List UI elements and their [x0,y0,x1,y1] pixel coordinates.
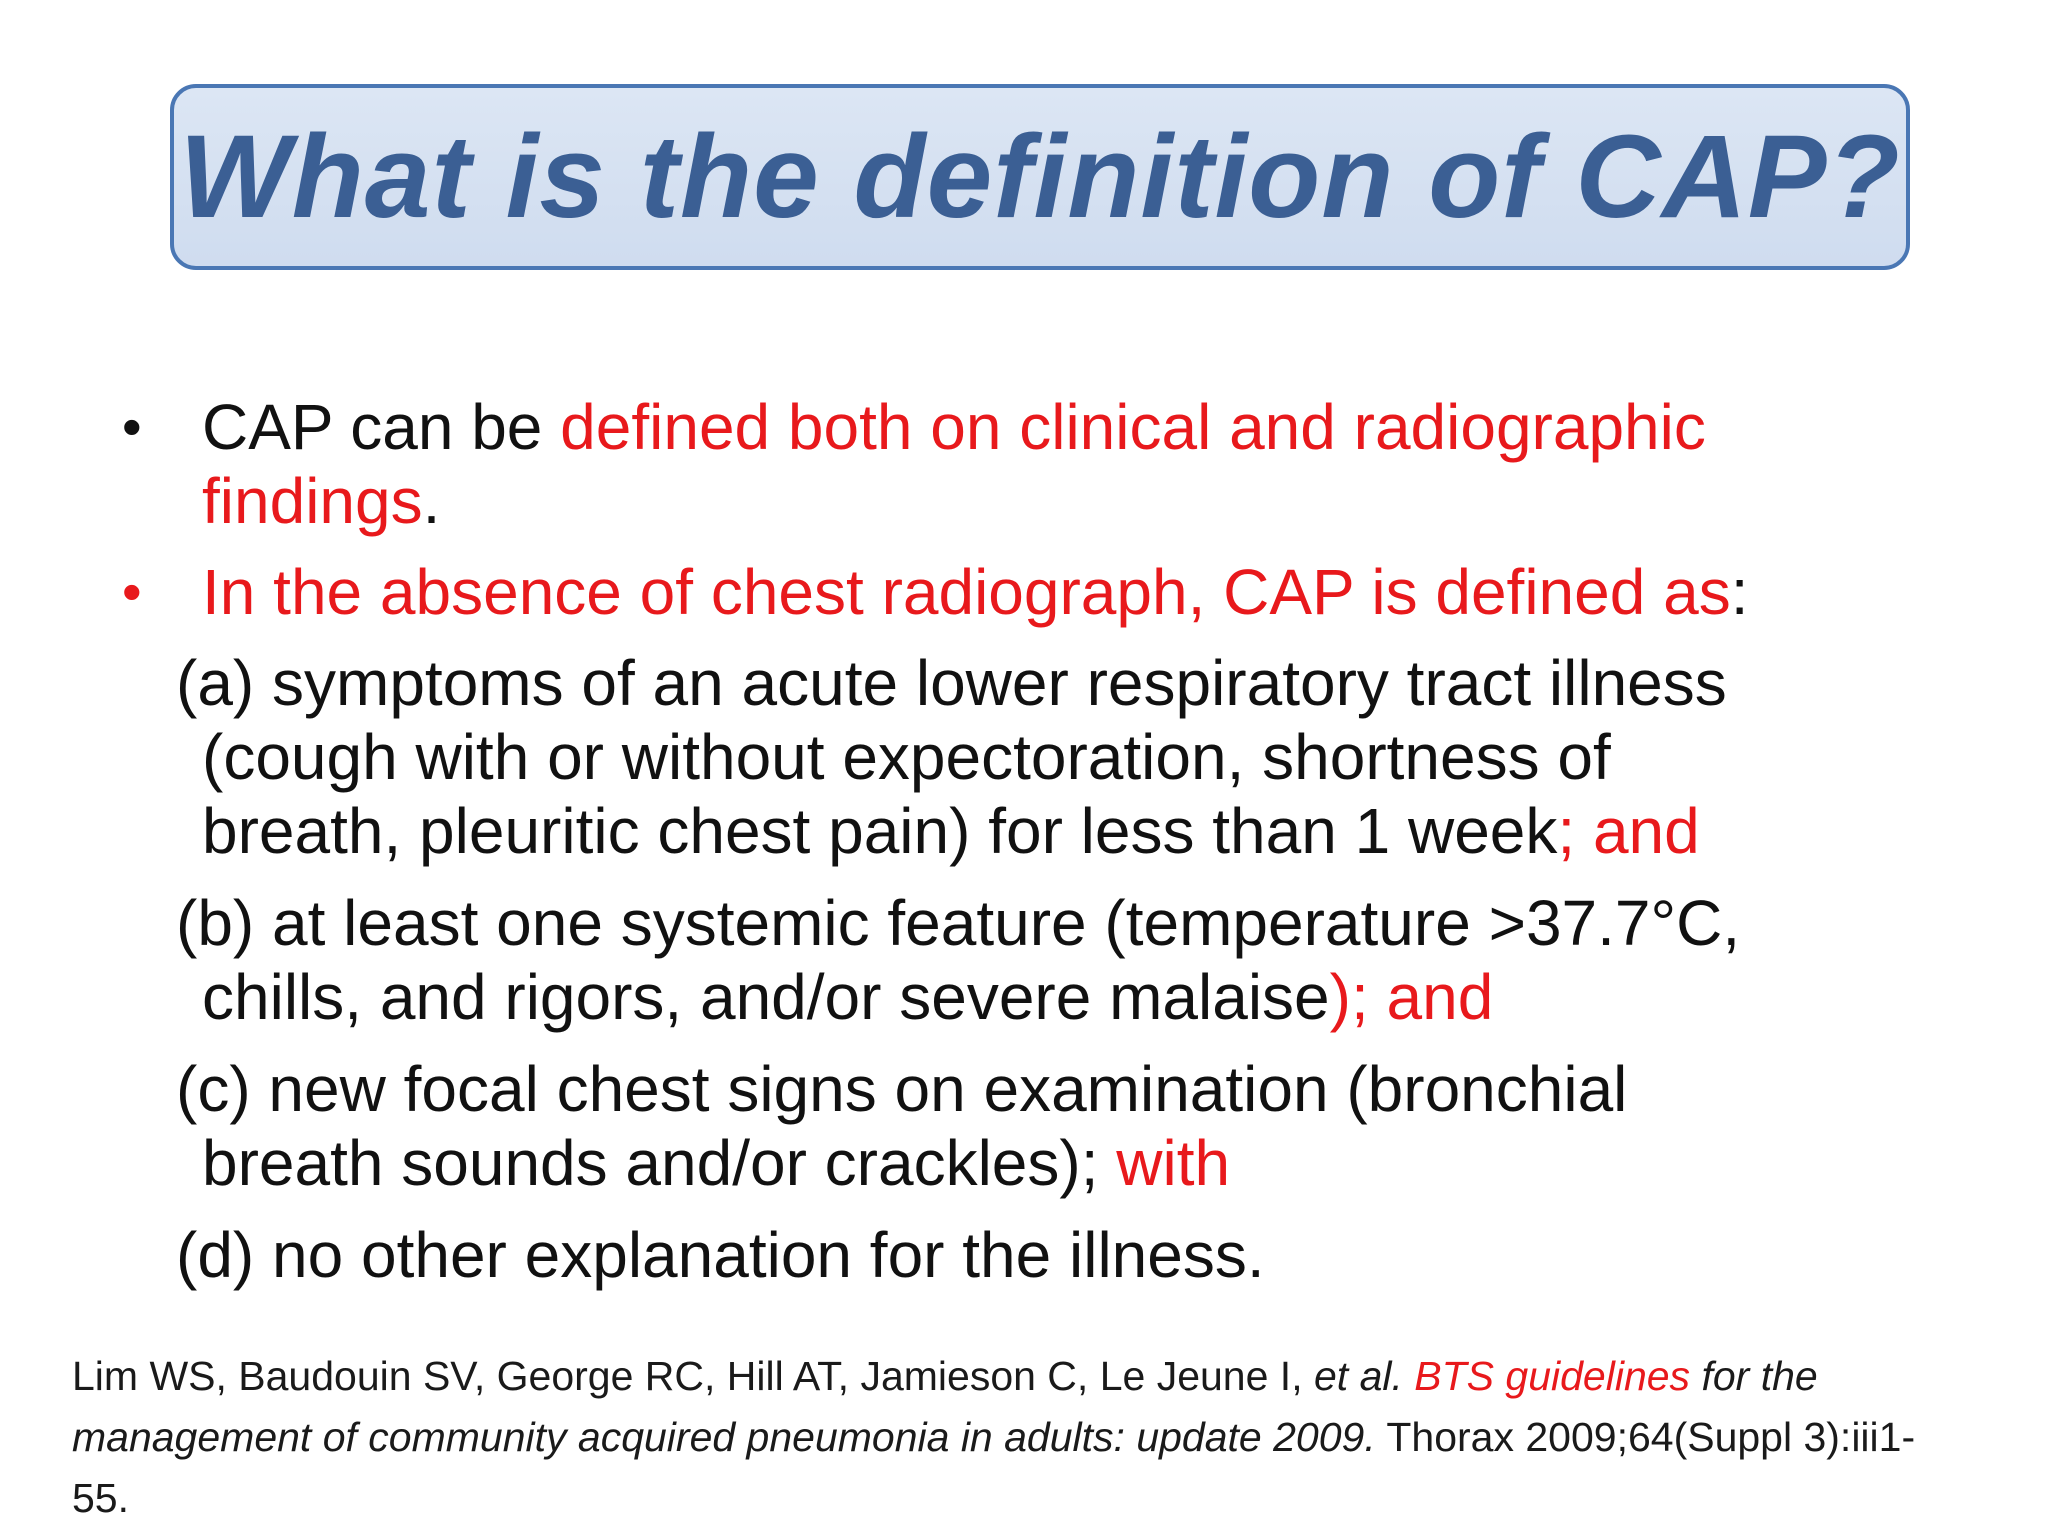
bullet-1-line-2-black: . [422,465,441,537]
bullet-1-line-2 [202,464,440,538]
bullet-2-line-1 [202,555,1748,629]
slide-title: What is the definition of CAP? [179,111,1901,243]
item-c-line-2-black: breath sounds and/or crackles); [202,1127,1117,1199]
item-a-line-1: (a) symptoms of an acute lower respiratory tract illness [176,647,1727,719]
reference-journal: Thorax 2009;64(Suppl 3):iii1-55. [72,1414,1916,1521]
reference [72,1346,1972,1529]
reference-space [1403,1353,1414,1399]
item-b-line-2-red: ); and [1329,961,1494,1033]
bullet-1-text-black: CAP can be [202,391,561,463]
bullet-1-line-1 [202,390,1706,464]
item-a-line-3 [202,794,1700,868]
item-c-line-1: (c) new focal chest signs on examination (bronchial [176,1053,1628,1125]
item-b-line-2-black: chills, and rigors, and/or severe malaise [202,961,1330,1033]
item-a-line-2: (cough with or without expectoration, shortness of [202,721,1611,793]
item-b-line-1: (b) at least one systemic feature (temperature >37.7°C, [176,887,1741,959]
reference-authors: Lim WS, Baudouin SV, George RC, Hill AT, Jamieson C, Le Jeune I, [72,1353,1314,1399]
bullet-1-line-2-red: findings [202,465,423,537]
bullet-icon: • [122,395,142,458]
item-b-line-2 [202,960,1493,1034]
reference-etal: et al. [1313,1353,1403,1399]
bullet-icon: • [122,560,142,623]
item-c-line-2 [202,1126,1230,1200]
reference-title-highlight: BTS guidelines [1414,1353,1691,1399]
item-c-line-2-red: with [1116,1127,1231,1199]
bullet-2-text-red: In the absence of chest radiograph, CAP is defined as [202,556,1731,628]
bullet-2-text-black: : [1730,556,1749,628]
item-a-line-3-red: ; and [1557,795,1700,867]
reference-title: for the management of community acquired pneumonia in adults: update 2009. [72,1353,1818,1460]
item-d-line-1: (d) no other explanation for the illness. [176,1219,1265,1291]
bullet-1-text-red: defined both on clinical and radiographic [560,391,1706,463]
item-a-line-3-black: breath, pleuritic chest pain) for less than 1 week [202,795,1558,867]
